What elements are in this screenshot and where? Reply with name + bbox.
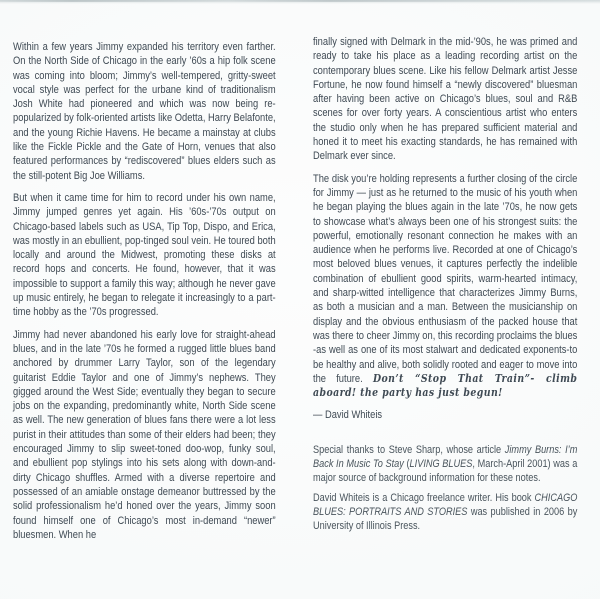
credit-special-thanks: Special thanks to Steve Sharp, whose article Jimmy Burns: I’m Back In Music To Stay (LIVING BLUES, March-April 2001) was a major source of background information for these notes. (313, 443, 578, 484)
para-disk-closing-circle: The disk you’re holding represents a further closing of the circle for Jimmy — just as he returned to the music of his youth when he began playing the blues again in the late ’70s, he now gets to showcase what’s always been one of his strongest suits: the powerful, emotionally resonant connection he makes with an audience when he performs live. Recorded at one of Chicago’s most beloved blues venues, it captures perfectly the indelible combination of ebullient good spirits, warm-hearted intimacy, and sharp-witted intelligence that characterizes Jimmy Burns, as both a musician and a man. Between the musicianship on display and the obvious enthusiasm of the packed house that was there to cheer Jimmy on, this recording proclaims the blues -as well as one of its most stalwart and dedicated exponents-to be healthy and alive, both solidly rooted and eager to move into the future. Don’t “Stop That Train”- climb aboard! the party has just begun! (313, 172, 578, 400)
left-text-column (13, 40, 276, 550)
scan-edge-artifact (0, 0, 600, 2)
credit-author-bio: David Whiteis is a Chicago freelance writer. His book CHICAGO BLUES: PORTRAITS AND STORIES was published in 2006 by University of Illinois Press. (313, 491, 578, 532)
right-text-column (313, 35, 577, 533)
para-delmark-signing: finally signed with Delmark in the mid-’90s, he was primed and ready to take his place as a leading recording artist on the contemporary blues scene. Like his fellow Delmark artist Jesse Fortune, he now found himself a “newly discovered” bluesman after having been active on Chicago’s blues, soul and R&B scenes for over forty years. A conscientious artist who enters the studio only when he has prepared sufficient material and honed it to meet his exacting standards, he has remained with Delmark ever since. (313, 36, 578, 163)
para-blues-band: Jimmy had never abandoned his early love for straight-ahead blues, and in the late ’70s he formed a rugged little blues band anchored by drummer Larry Taylor, son of the legendary guitarist Eddie Taylor and one of Jimmy’s nephews. They gigged around the West Side; eventually they began to secure jobs on the expanding, predominantly white, North Side scene as well. The new generation of blues fans there were a lot less purist in their attitudes than some of their elders had been; they encouraged Jimmy to slip sweet-toned doo-wop, funky soul, and ebullient pop stylings into his sets along with down-and-dirty Chicago shuffles. Armed with a diverse repertoire and possessed of an amiable onstage demeanor buttressed by the solid professionalism he’d honed over the years, Jimmy soon found himself one of Chicago’s most in-demand “newer” bluesmen. When he (13, 328, 276, 541)
para-record-own-name: But when it came time for him to record under his own name, Jimmy jumped genres yet again. His ’60s-’70s output on Chicago-based labels such as USA, Tip Top, Dispo, and Erica, was mostly in an ebullient, pop-tinged soul vein. He toured both locally and around the Midwest, promoting these disks at record hops and concerts. He found, however, that it was impossible to support a family this way; although he never gave up music entirely, he began to relegate it increasingly to a part-time hobby as the ’70s progressed. (13, 191, 276, 319)
para-folk-scene: Within a few years Jimmy expanded his territory even farther. On the North Side of Chicago in the early ’60s a hip folk scene was coming into bloom; Jimmy’s well-tempered, gritty-sweet vocal style was perfect for the urbane kind of traditionalism Josh White had pioneered and which was now being re-popularized by folk-oriented artists like Odetta, Harry Belafonte, and the young Richie Havens. He became a mainstay at clubs like the Fickle Pickle and the Gate of Horn, venues that also featured performances by “rediscovered” blues elders such as the still-potent Big Joe Williams. (13, 41, 276, 182)
author-signature: — David Whiteis (313, 409, 383, 422)
